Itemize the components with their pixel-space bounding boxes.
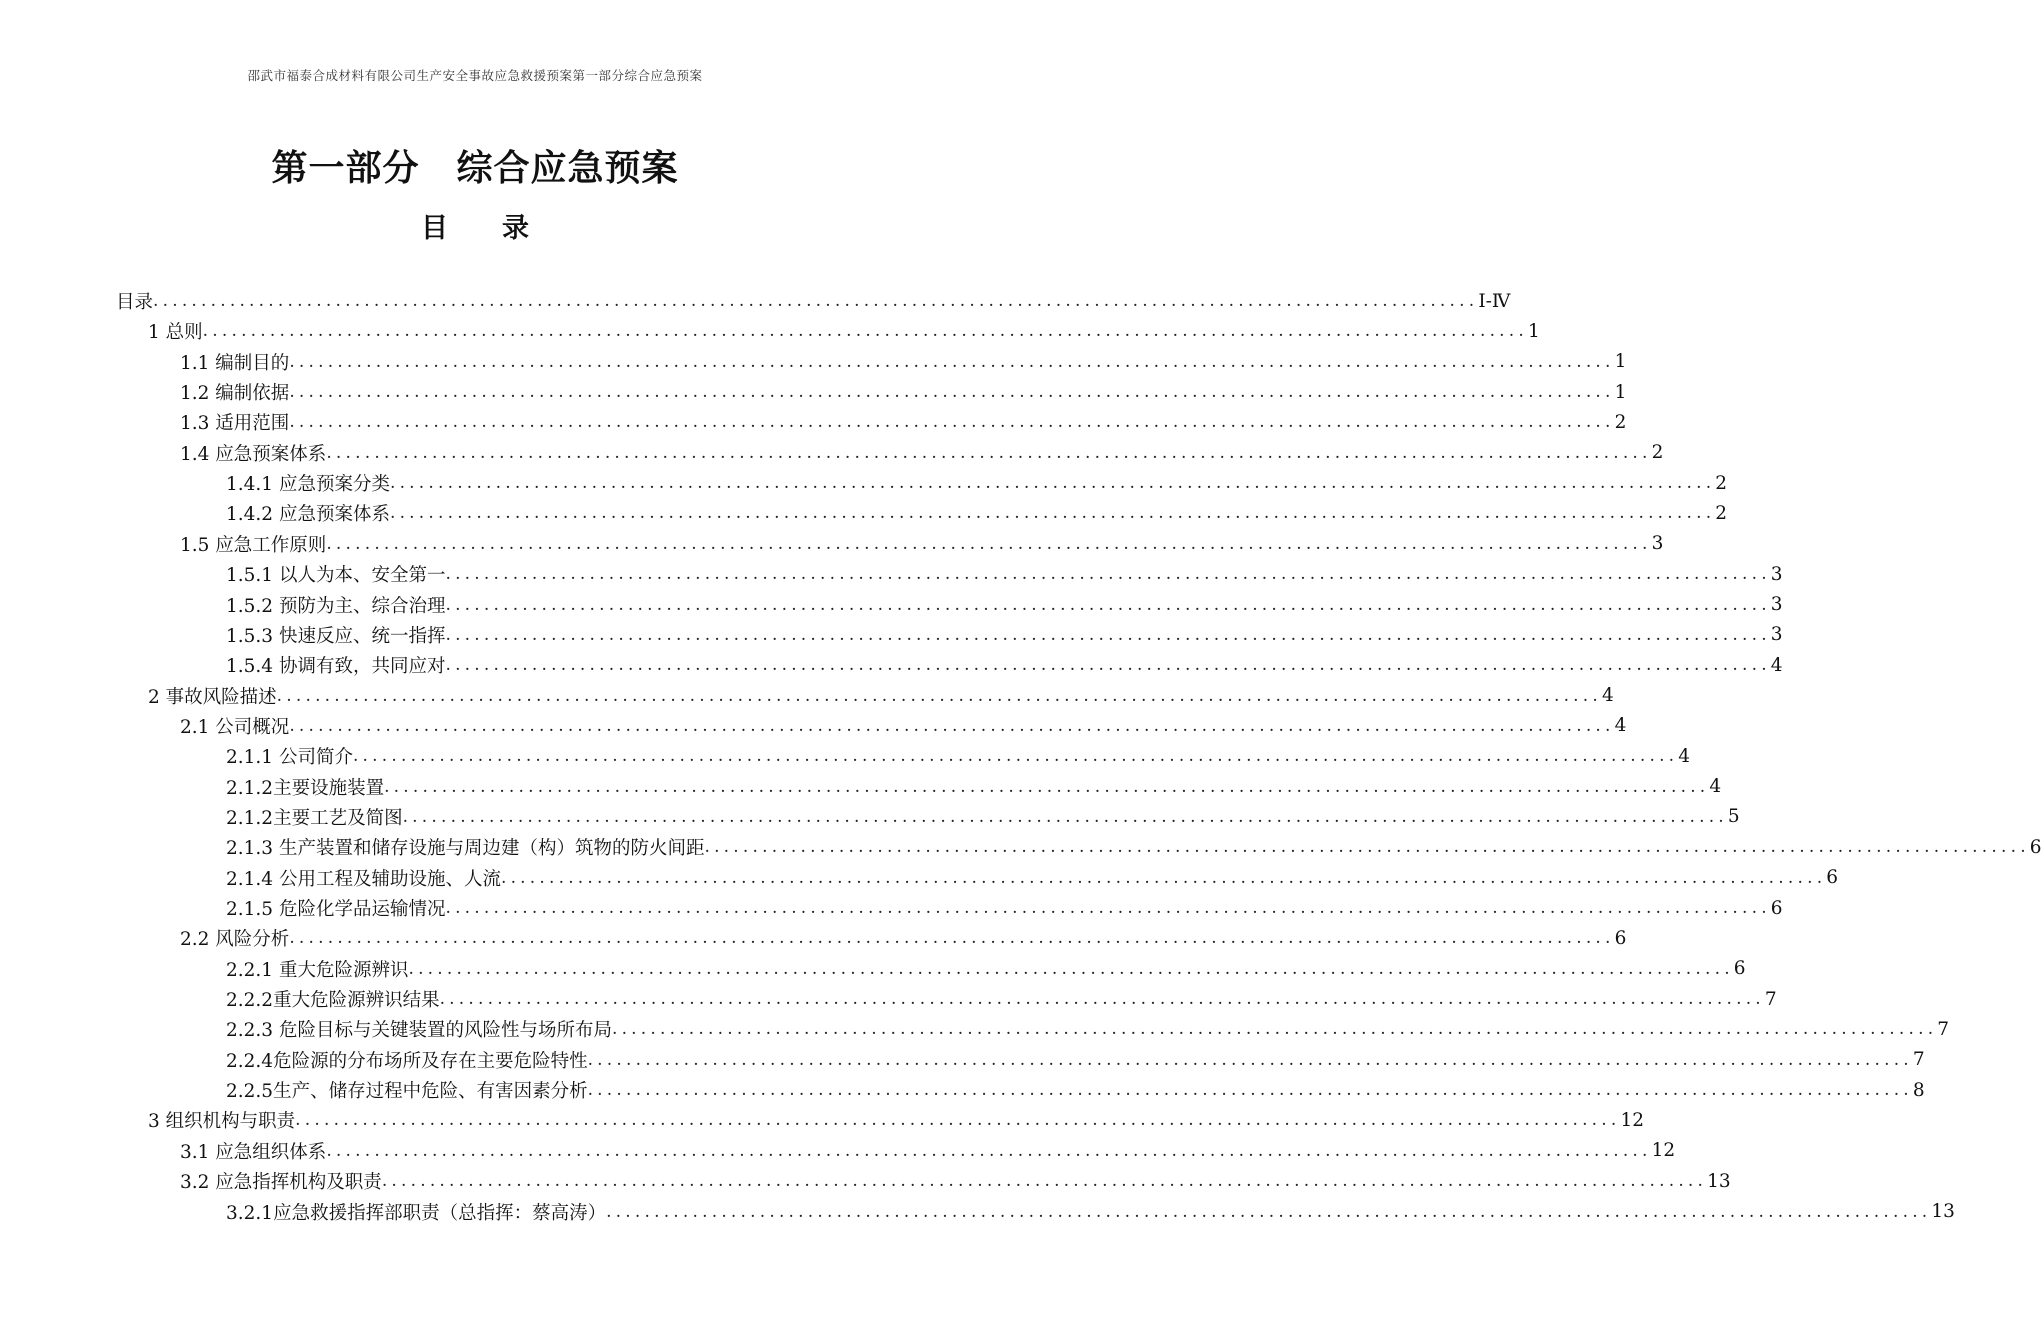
toc-entry-label: 2 事故风险描述 (148, 686, 277, 708)
toc-entry-page: 1 (1614, 351, 1627, 373)
toc-leader-dots: .......................................................................................................................................... (408, 958, 1734, 979)
toc-leader-dots: .......................................................................................................................................... (289, 715, 1615, 736)
toc-entry[interactable] (180, 1136, 1676, 1166)
toc-entry-page: 12 (1620, 1109, 1645, 1131)
toc-entry-page: I-Ⅳ (1478, 290, 1511, 312)
toc-entry-label: 1.3 适用范围 (180, 413, 290, 435)
toc-entry-page: 8 (1912, 1079, 1925, 1101)
toc-leader-dots: .......................................................................................................................................... (276, 685, 1602, 706)
toc-entry[interactable] (226, 1075, 1925, 1105)
toc-leader-dots: .......................................................................................................................................... (445, 564, 1771, 585)
toc-entry[interactable] (180, 529, 1664, 559)
toc-entry[interactable] (226, 832, 2042, 862)
toc-entry-page: 2 (1614, 411, 1627, 433)
toc-leader-dots: .......................................................................................................................................... (704, 837, 2030, 858)
toc-entry-label: 2.1.3 生产装置和储存设施与周边建（构）筑物的防火间距 (226, 838, 705, 860)
toc-entry-label: 3.1 应急组织体系 (180, 1141, 327, 1163)
toc-entry[interactable] (148, 1105, 1645, 1135)
toc-entry[interactable] (226, 559, 1783, 589)
toc-entry-label: 目录 (116, 292, 154, 313)
toc-leader-dots: .......................................................................................................................................... (202, 321, 1528, 342)
toc-entry-label: 1.4.2 应急预案体系 (226, 504, 390, 526)
toc-entry-label: 1 总则 (148, 322, 203, 344)
toc-entry[interactable] (148, 681, 1614, 711)
toc-leader-dots: .......................................................................................................................................... (289, 412, 1615, 433)
toc-entry[interactable] (148, 316, 1540, 346)
toc-entry[interactable] (180, 347, 1627, 377)
toc-entry-label: 2.1.2主要设施装置 (226, 777, 385, 799)
toc-entry[interactable] (226, 984, 1777, 1014)
toc-entry-page: 6 (1770, 897, 1783, 919)
toc-entry[interactable] (226, 468, 1728, 498)
toc-entry-label: 2.1 公司概况 (180, 716, 290, 738)
toc-entry-label: 1.4.1 应急预案分类 (226, 474, 390, 496)
toc-entry-page: 6 (2029, 836, 2042, 858)
toc-entry-page: 3 (1770, 563, 1783, 585)
toc-leader-dots: .......................................................................................................................................... (289, 382, 1615, 403)
toc-entry[interactable] (226, 1045, 1925, 1075)
toc-leader-dots: .......................................................................................................................................... (439, 989, 1765, 1010)
toc-entry-page: 3 (1651, 533, 1664, 555)
toc-entry-page: 12 (1651, 1140, 1676, 1162)
toc-entry-label: 2.1.4 公用工程及辅助设施、人流 (226, 868, 501, 890)
toc-leader-dots: .......................................................................................................................................... (611, 1019, 1938, 1040)
toc-entry-label: 3.2.1应急救援指挥部职责（总指挥：蔡高涛） (226, 1202, 607, 1224)
toc-entry-label: 1.5.3 快速反应、统一指挥 (226, 625, 446, 647)
toc-entry-page: 4 (1614, 715, 1627, 737)
toc-entry[interactable] (226, 863, 1839, 893)
toc-leader-dots: .......................................................................................................................................... (381, 1171, 1708, 1192)
toc-entry-page: 6 (1826, 867, 1839, 889)
running-header: 邵武市福泰合成材料有限公司生产安全事故应急救援预案第一部分综合应急预案 (247, 68, 703, 83)
toc-entry[interactable] (226, 772, 1722, 802)
part-title: 第一部分 综合应急预案 (271, 148, 679, 189)
toc-leader-dots: .......................................................................................................................................... (587, 1049, 1913, 1070)
toc-entry-page: 7 (1764, 988, 1777, 1010)
toc-entry-page: 1 (1527, 320, 1540, 342)
toc-entry[interactable] (226, 620, 1783, 650)
toc-entry-label: 1.5.2 预防为主、综合治理 (226, 595, 446, 617)
toc-entry-page: 4 (1709, 776, 1722, 798)
toc-leader-dots: .......................................................................................................................................... (402, 806, 1728, 827)
toc-leader-dots: .......................................................................................................................................... (295, 1110, 1621, 1131)
toc-entry[interactable] (180, 923, 1627, 953)
toc-entry-label: 1.4 应急预案体系 (180, 443, 327, 465)
toc-entry[interactable] (226, 893, 1783, 923)
toc-leader-dots: .......................................................................................................................................... (445, 898, 1771, 918)
toc-entry[interactable] (226, 498, 1728, 528)
toc-entry[interactable] (180, 711, 1627, 741)
toc-entry-label: 3 组织机构与职责 (148, 1111, 296, 1133)
toc-heading: 目 录 (421, 213, 529, 244)
toc-entry-page: 5 (1727, 806, 1740, 828)
toc-entry-label: 2.1.2主要工艺及简图 (226, 807, 403, 829)
toc-leader-dots: .......................................................................................................................................... (326, 442, 1652, 463)
toc-entry[interactable] (226, 802, 1740, 832)
toc-entry[interactable] (116, 286, 1511, 316)
toc-entry-page: 13 (1707, 1170, 1731, 1192)
toc-entry[interactable] (226, 954, 1746, 984)
toc-leader-dots: .......................................................................................................................................... (389, 473, 1716, 494)
toc-entry-label: 1.5.4 协调有致，共同应对 (226, 656, 446, 678)
toc-entry-label: 2.2.2重大危险源辨识结果 (226, 990, 440, 1012)
toc-entry-label: 2.2.1 重大危险源辨识 (226, 959, 409, 981)
toc-leader-dots: .......................................................................................................................................... (289, 928, 1615, 949)
toc-leader-dots: .......................................................................................................................................... (445, 624, 1771, 645)
toc-entry-label: 2.1.5 危险化学品运输情况 (226, 899, 446, 920)
toc-entry[interactable] (226, 741, 1691, 771)
toc-entry-page: 4 (1601, 685, 1614, 707)
toc-leader-dots: .......................................................................................................................................... (587, 1080, 1913, 1101)
toc-entry[interactable] (180, 438, 1664, 468)
toc-leader-dots: .......................................................................................................................................... (384, 776, 1710, 797)
toc-entry-page: 2 (1651, 442, 1664, 464)
toc-entry-page: 3 (1770, 594, 1783, 615)
toc-leader-dots: .......................................................................................................................................... (326, 1140, 1652, 1161)
toc-entry-label: 2.2 风险分析 (180, 929, 290, 951)
toc-entry-page: 7 (1912, 1049, 1925, 1071)
toc-leader-dots: .......................................................................................................................................... (445, 655, 1771, 676)
toc-entry-page: 4 (1678, 745, 1691, 767)
toc-entry-label: 1.5 应急工作原则 (180, 534, 327, 556)
toc-entry-page: 6 (1614, 927, 1627, 949)
toc-entry-page: 3 (1770, 624, 1783, 646)
toc-entry[interactable] (226, 1197, 1955, 1227)
toc-leader-dots: .......................................................................................................................................... (389, 503, 1716, 524)
toc-entry-label: 2.2.5生产、储存过程中危险、有害因素分析 (226, 1081, 588, 1103)
toc-leader-dots: .......................................................................................................................................... (326, 533, 1652, 554)
toc-entry[interactable] (226, 1014, 1950, 1044)
toc-leader-dots: .......................................................................................................................................... (500, 867, 1827, 888)
toc-entry-page: 7 (1937, 1018, 1950, 1040)
toc-entry-page: 1 (1614, 381, 1627, 403)
toc-entry-label: 2.2.3 危险目标与关键装置的风险性与场所布局 (226, 1020, 612, 1042)
toc-entry[interactable] (180, 1166, 1731, 1196)
toc-entry-label: 2.1.1 公司简介 (226, 747, 353, 769)
toc-entry-label: 1.5.1 以人为本、安全第一 (226, 565, 446, 587)
toc-leader-dots: .......................................................................................................................................... (606, 1201, 1932, 1222)
toc-entry-page: 2 (1715, 502, 1728, 524)
toc-entry-label: 2.2.4危险源的分布场所及存在主要危险特性 (226, 1050, 588, 1072)
toc-entry[interactable] (180, 377, 1627, 407)
toc-entry-label: 3.2 应急指挥机构及职责 (180, 1172, 382, 1194)
toc-leader-dots: .......................................................................................................................................... (289, 351, 1615, 372)
toc-entry-page: 13 (1931, 1201, 1955, 1222)
toc-leader-dots: .......................................................................................................................................... (352, 746, 1679, 767)
toc-leader-dots: .......................................................................................................................................... (445, 594, 1771, 615)
toc-entry[interactable] (180, 407, 1627, 437)
toc-entry-label: 1.1 编制目的 (180, 352, 290, 374)
toc-entry-page: 2 (1715, 472, 1728, 494)
toc-entry-page: 6 (1733, 958, 1746, 980)
toc-entry[interactable] (226, 590, 1783, 620)
toc-leader-dots: .......................................................................................................................................... (153, 291, 1479, 311)
toc-entry-page: 4 (1770, 654, 1783, 676)
toc-entry-label: 1.2 编制依据 (180, 383, 290, 405)
toc-entry[interactable] (226, 650, 1783, 680)
